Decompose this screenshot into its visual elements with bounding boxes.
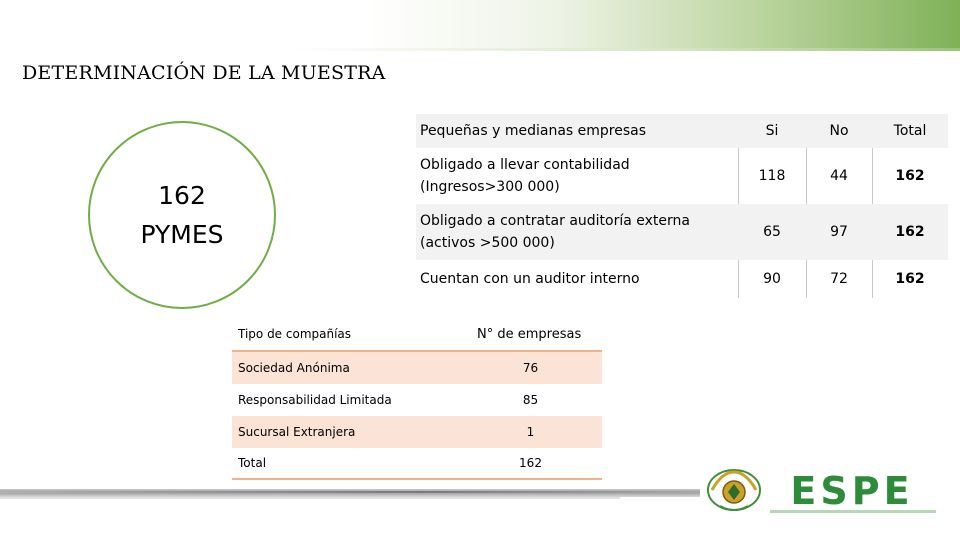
espe-crest-icon (702, 462, 952, 522)
row-label-line: (Ingresos>300 000) (420, 179, 560, 195)
total-value: 162 (895, 271, 925, 287)
no-value: 44 (830, 168, 848, 184)
table-row (232, 352, 602, 384)
row-label: Cuentan con un auditor interno (420, 271, 640, 287)
tipo-cell: Sociedad Anónima (232, 352, 459, 384)
table-row (416, 260, 948, 298)
company-type-table (232, 318, 602, 480)
footer-bar-shadow (0, 497, 620, 499)
slide-title: DETERMINACIÓN DE LA MUESTRA (22, 62, 386, 84)
header-cell: Tipo de compañías (238, 327, 352, 341)
pymes-circle (88, 121, 276, 309)
total-value: 162 (895, 224, 925, 240)
total-value: 162 (895, 168, 925, 184)
footer-rule (232, 478, 602, 480)
row-label-line: (activos >500 000) (420, 235, 555, 251)
tipo-cell: Total (238, 456, 267, 470)
row-label-line: Obligado a llevar contabilidad (420, 157, 630, 173)
table-header-row (416, 114, 948, 148)
row-label (416, 204, 738, 260)
table-row (416, 204, 948, 260)
table-row (416, 148, 948, 204)
no-value: 72 (830, 271, 848, 287)
no-value: 97 (830, 224, 848, 240)
header-cell: Total (872, 114, 948, 148)
tipo-cell: Responsabilidad Limitada (238, 393, 392, 407)
footer-bar (0, 489, 700, 497)
count-cell: 76 (459, 352, 602, 384)
table-row (232, 416, 602, 448)
circle-number: 162 (158, 181, 206, 210)
row-label-line: Obligado a contratar auditoría externa (420, 213, 690, 229)
header-cell: No (806, 114, 872, 148)
tipo-cell: Sucursal Extranjera (232, 416, 459, 448)
top-gradient-band (0, 0, 960, 48)
circle-label: PYMES (140, 220, 224, 249)
count-cell: 162 (519, 456, 542, 470)
si-value: 118 (758, 168, 786, 184)
count-cell: 1 (459, 416, 602, 448)
espe-logo (702, 462, 952, 522)
header-cell: Si (738, 114, 806, 148)
count-cell: 85 (522, 393, 539, 407)
svg-text:ESPE: ESPE (790, 469, 914, 513)
row-label (416, 148, 738, 204)
table-row (232, 384, 602, 416)
si-value: 90 (763, 271, 781, 287)
header-cell: Pequeñas y medianas empresas (416, 114, 738, 148)
header-cell: N° de empresas (477, 326, 582, 342)
si-value: 65 (763, 224, 781, 240)
table-header-row (232, 318, 602, 350)
compliance-table (416, 114, 948, 298)
table-row (232, 448, 602, 478)
